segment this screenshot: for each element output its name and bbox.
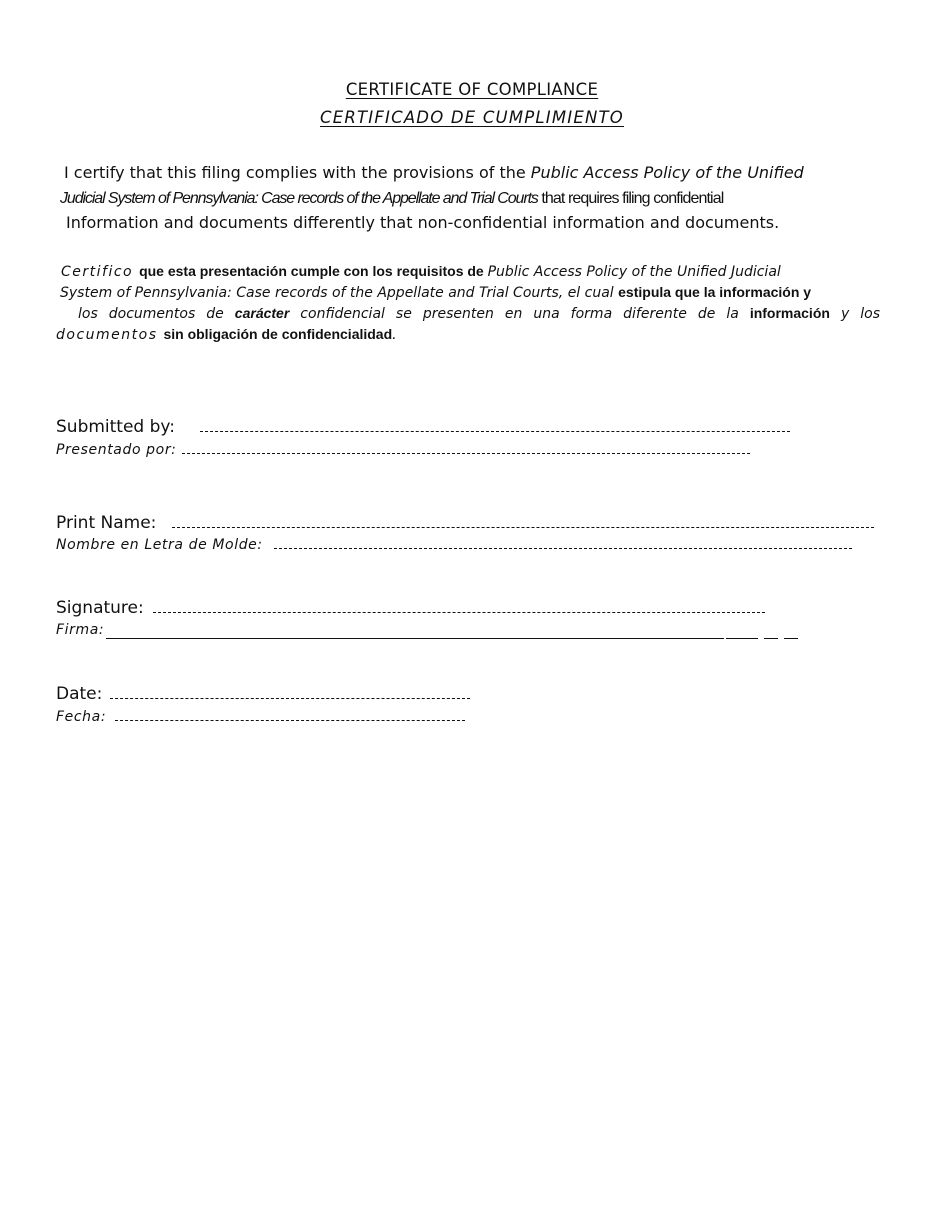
es-text: .	[392, 327, 397, 343]
print-name-es-row	[56, 537, 852, 553]
submitted-by-row	[56, 417, 790, 437]
signature-es-line[interactable]	[106, 638, 724, 639]
es-statement-line-3	[56, 305, 880, 322]
es-policy-name-cont: System of Pennsylvania: Case records of the Appellate and Trial Courts, el cual	[60, 285, 619, 301]
es-statement-line-1	[61, 263, 781, 280]
signature-es-line-end-3	[784, 638, 798, 639]
signature-es-line-end-2	[764, 638, 778, 639]
date-line[interactable]	[110, 697, 470, 699]
date-es-line[interactable]	[115, 719, 465, 721]
en-statement-text: I certify that this filing complies with the provisions of the	[64, 163, 531, 182]
document-title-es: CERTIFICADO DE CUMPLIMIENTO	[319, 108, 624, 127]
print-name-es-line[interactable]	[274, 547, 852, 549]
print-name-es-label: Nombre en Letra de Molde:	[56, 537, 263, 553]
date-label: Date:	[56, 684, 103, 704]
es-text: y los	[829, 306, 880, 322]
signature-es-label: Firma:	[56, 622, 105, 638]
date-row	[56, 684, 470, 704]
print-name-label: Print Name:	[56, 513, 157, 533]
signature-es-line-end	[726, 638, 758, 639]
print-name-line[interactable]	[172, 526, 874, 528]
print-name-row	[56, 513, 874, 533]
en-statement-line-3: Information and documents differently that non-confidential information and documents.	[66, 213, 780, 232]
en-statement-line-2	[60, 188, 723, 208]
signature-row	[56, 598, 765, 618]
submitted-by-line[interactable]	[200, 430, 790, 432]
signature-label: Signature:	[56, 598, 144, 618]
submitted-by-es-line[interactable]	[182, 452, 750, 454]
submitted-by-es-row	[56, 442, 750, 458]
signature-es-row	[56, 622, 104, 638]
es-bold-text: estipula que la información y	[618, 284, 812, 300]
en-policy-name-cont: Judicial System of Pennsylvania: Case records of the Appellate and Trial Courts	[60, 190, 538, 207]
date-es-row	[56, 709, 465, 725]
es-policy-name: Public Access Policy of the Unified Judicial	[487, 264, 781, 280]
date-es-label: Fecha:	[56, 709, 107, 725]
es-bold-text: carácter	[234, 305, 290, 321]
es-text: los documentos de	[78, 306, 235, 322]
es-statement-line-4	[56, 326, 397, 343]
submitted-by-label: Submitted by:	[56, 417, 175, 437]
es-bold-text: sin obligación de confidencialidad	[163, 326, 393, 342]
en-statement-line-1	[64, 163, 804, 182]
es-bold-text: que esta presentación cumple con los requisitos de	[139, 263, 488, 279]
en-statement-text-2: that requires filing confidential	[537, 190, 724, 207]
submitted-by-es-label: Presentado por:	[56, 442, 177, 458]
signature-line[interactable]	[153, 611, 765, 613]
document-title: CERTIFICATE OF COMPLIANCE	[345, 80, 599, 99]
es-text: confidencial se presenten en una forma diferente de la	[289, 306, 750, 322]
es-text: Certifico	[61, 264, 140, 280]
en-policy-name: Public Access Policy of the Unified	[530, 163, 804, 182]
es-statement-line-2	[60, 284, 811, 301]
es-text: documentos	[56, 327, 164, 343]
es-bold-text: información	[749, 305, 830, 321]
